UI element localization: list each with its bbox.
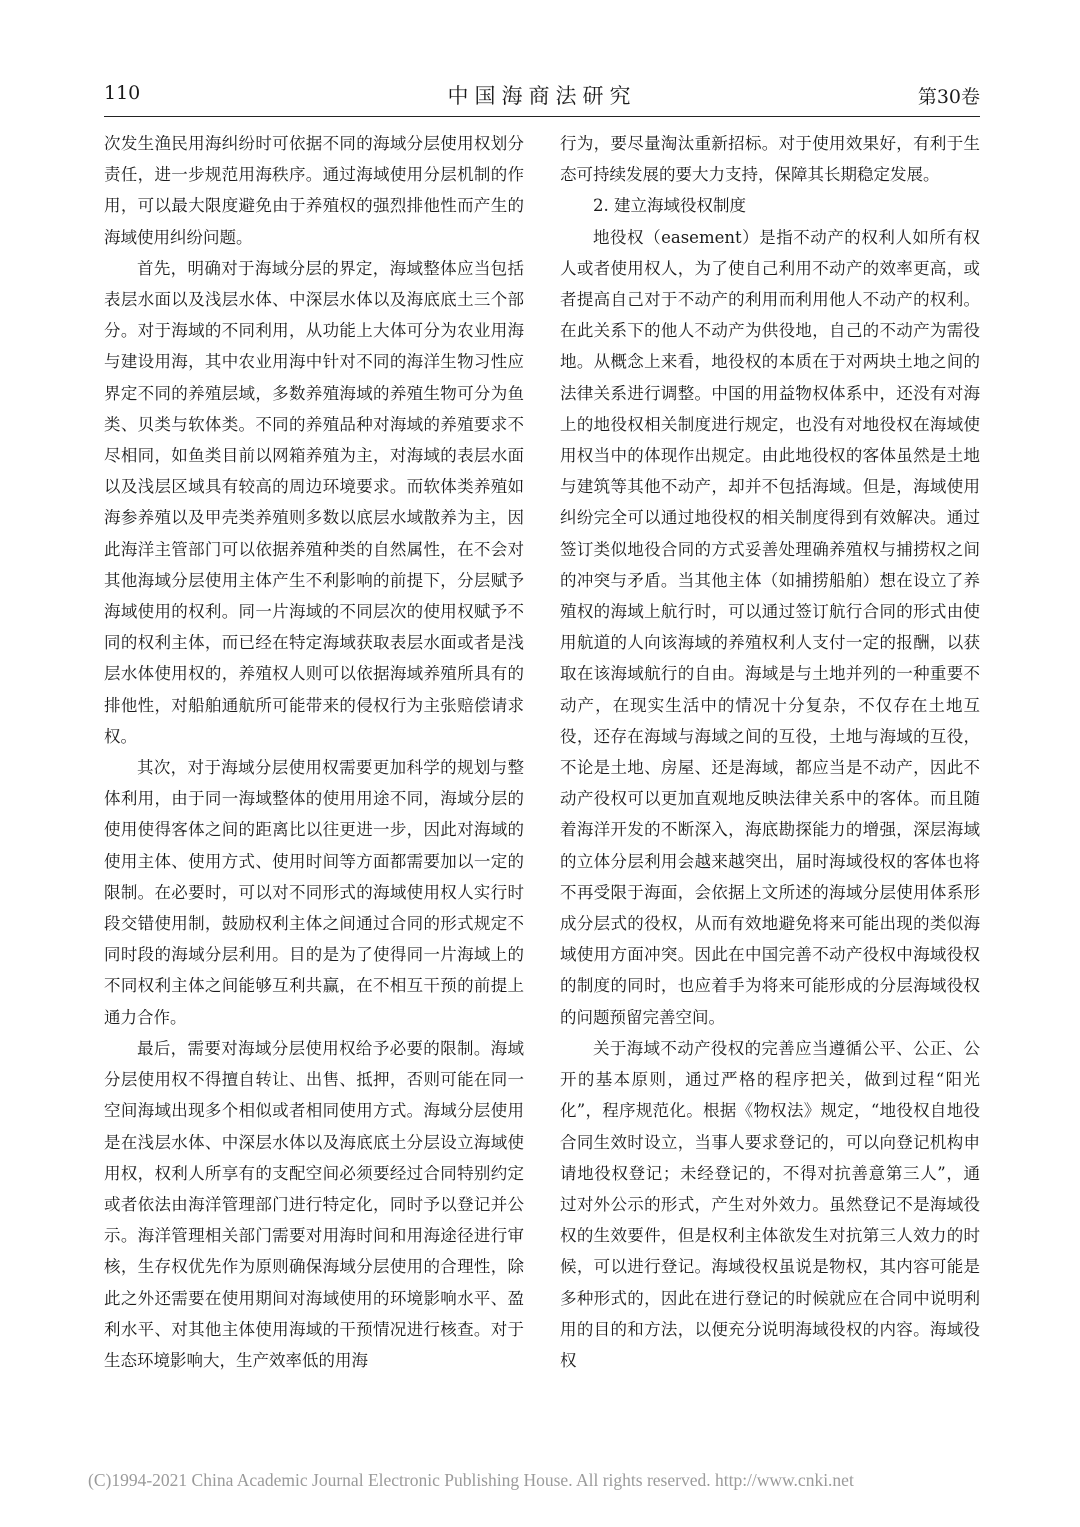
article-body <box>104 128 980 1458</box>
paragraph: 地役权（easement）是指不动产的权利人如所有权人或者使用权人，为了使自己利用不动产的效率更高，或者提高自己对于不动产的利用而利用他人不动产的权利。在此关系下的他人不动产为供役地，自己的不动产为需役地。从概念上来看，地役权的本质在于对两块土地之间的法律关系进行调整。中国的用益物权体系中，还没有对海上的地役权相关制度进行规定，也没有对地役权在海域使用权当中的体现作出规定。由此地役权的客体虽然是土地与建筑等其他不动产，却并不包括海域。但是，海域使用纠纷完全可以通过地役权的相关制度得到有效解决。通过签订类似地役合同的方式妥善处理确养殖权与捕捞权之间的冲突与矛盾。当其他主体（如捕捞船舶）想在设立了养殖权的海域上航行时，可以通过签订航行合同的形式由使用航道的人向该海域的养殖权利人支付一定的报酬，以获取在该海域航行的自由。海域是与土地并列的一种重要不动产，在现实生活中的情况十分复杂，不仅存在土地互役，还存在海域与海域之间的互役，土地与海域的互役，不论是土地、房屋、还是海域，都应当是不动产，因此不动产役权可以更加直观地反映法律关系中的客体。而且随着海洋开发的不断深入，海底勘探能力的增强，深层海域的立体分层利用会越来越突出，届时海域役权的客体也将不再受限于海面，会依据上文所述的海域分层使用体系形成分层式的役权，从而有效地避免将来可能出现的类似海域使用方面冲突。因此在中国完善不动产役权中海域役权的制度的同时，也应着手为将来可能形成的分层海域役权的问题预留完善空间。 <box>560 227 980 1027</box>
right-column <box>560 128 980 1458</box>
paragraph: 行为，要尽量淘汰重新招标。对于使用效果好，有利于生态可持续发展的要大力支持，保障其长期稳定发展。 <box>560 134 980 185</box>
page-number: 110 <box>104 82 141 104</box>
running-header <box>104 76 980 117</box>
copyright-footer: (C)1994-2021 China Academic Journal Electronic Publishing House. All rights reserved. http://www.cnki.net <box>88 1470 854 1490</box>
paragraph: 关于海域不动产役权的完善应当遵循公平、公正、公开的基本原则，通过严格的程序把关，做到过程“阳光化”，程序规范化。根据《物权法》规定，“地役权自地役合同生效时设立，当事人要求登记的，可以向登记机构申请地役权登记；未经登记的，不得对抗善意第三人”，通过对外公示的形式，产生对外效力。虽然登记不是海域役权的生效要件，但是权利主体欲发生对抗第三人效力的时候，可以进行登记。海域役权虽说是物权，其内容可能是多种形式的，因此在进行登记的时候就应在合同中说明利用的目的和方法，以便充分说明海域役权的内容。海域役权 <box>560 1038 980 1370</box>
paragraph: 其次，对于海域分层使用权需要更加科学的规划与整体利用，由于同一海域整体的使用用途不同，海域分层的使用使得客体之间的距离比以往更进一步，因此对海域的使用主体、使用方式、使用时间等方面都需要加以一定的限制。在必要时，可以对不同形式的海域使用权人实行时段交错使用制，鼓励权利主体之间通过合同的形式规定不同时段的海域分层利用。目的是为了使得同一片海域上的不同权利主体之间能够互利共赢，在不相互干预的前提上通力合作。 <box>104 758 524 1027</box>
paragraph: 次发生渔民用海纠纷时可依据不同的海域分层使用权划分责任，进一步规范用海秩序。通过海域使用分层机制的作用，可以最大限度避免由于养殖权的强烈排他性而产生的海域使用纠纷问题。 <box>104 134 524 247</box>
journal-title: 中国海商法研究 <box>447 84 637 108</box>
paragraph: 首先，明确对于海域分层的界定，海域整体应当包括表层水面以及浅层水体、中深层水体以及海底底土三个部分。对于海域的不同利用，从功能上大体可分为农业用海与建设用海，其中农业用海中针对不同的海洋生物习性应界定不同的养殖层域，多数养殖海域的养殖生物可分为鱼类、贝类与软体类。不同的养殖品种对海域的养殖要求不尽相同，如鱼类目前以网箱养殖为主，对海域的表层水面以及浅层区域具有较高的周边环境要求。而软体类养殖如海参养殖以及甲壳类养殖则多数以底层水域散养为主，因此海洋主管部门可以依据养殖种类的自然属性，在不会对其他海域分层使用主体产生不利影响的前提下，分层赋予海域使用的权利。同一片海域的不同层次的使用权赋予不同的权利主体，而已经在特定海域获取表层水面或者是浅层水体使用权的，养殖权人则可以依据海域养殖所具有的排他性，对船舶通航所可能带来的侵权行为主张赔偿请求权。 <box>104 258 524 746</box>
section-heading: 2. 建立海域役权制度 <box>593 196 746 216</box>
volume-label: 第30卷 <box>917 86 980 108</box>
paragraph: 最后，需要对海域分层使用权给予必要的限制。海域分层使用权不得擅自转让、出售、抵押，否则可能在同一空间海域出现多个相似或者相同使用方式。海域分层使用是在浅层水体、中深层水体以及海底底土分层设立海域使用权，权利人所享有的支配空间必须要经过合同特别约定或者依法由海洋管理部门进行特定化，同时予以登记并公示。海洋管理相关部门需要对用海时间和用海途径进行审核，生存权优先作为原则确保海域分层使用的合理性，除此之外还需要在使用期间对海域使用的环境影响水平、盈利水平、对其他主体使用海域的干预情况进行核查。对于生态环境影响大，生产效率低的用海 <box>104 1038 524 1370</box>
left-column <box>104 128 524 1458</box>
